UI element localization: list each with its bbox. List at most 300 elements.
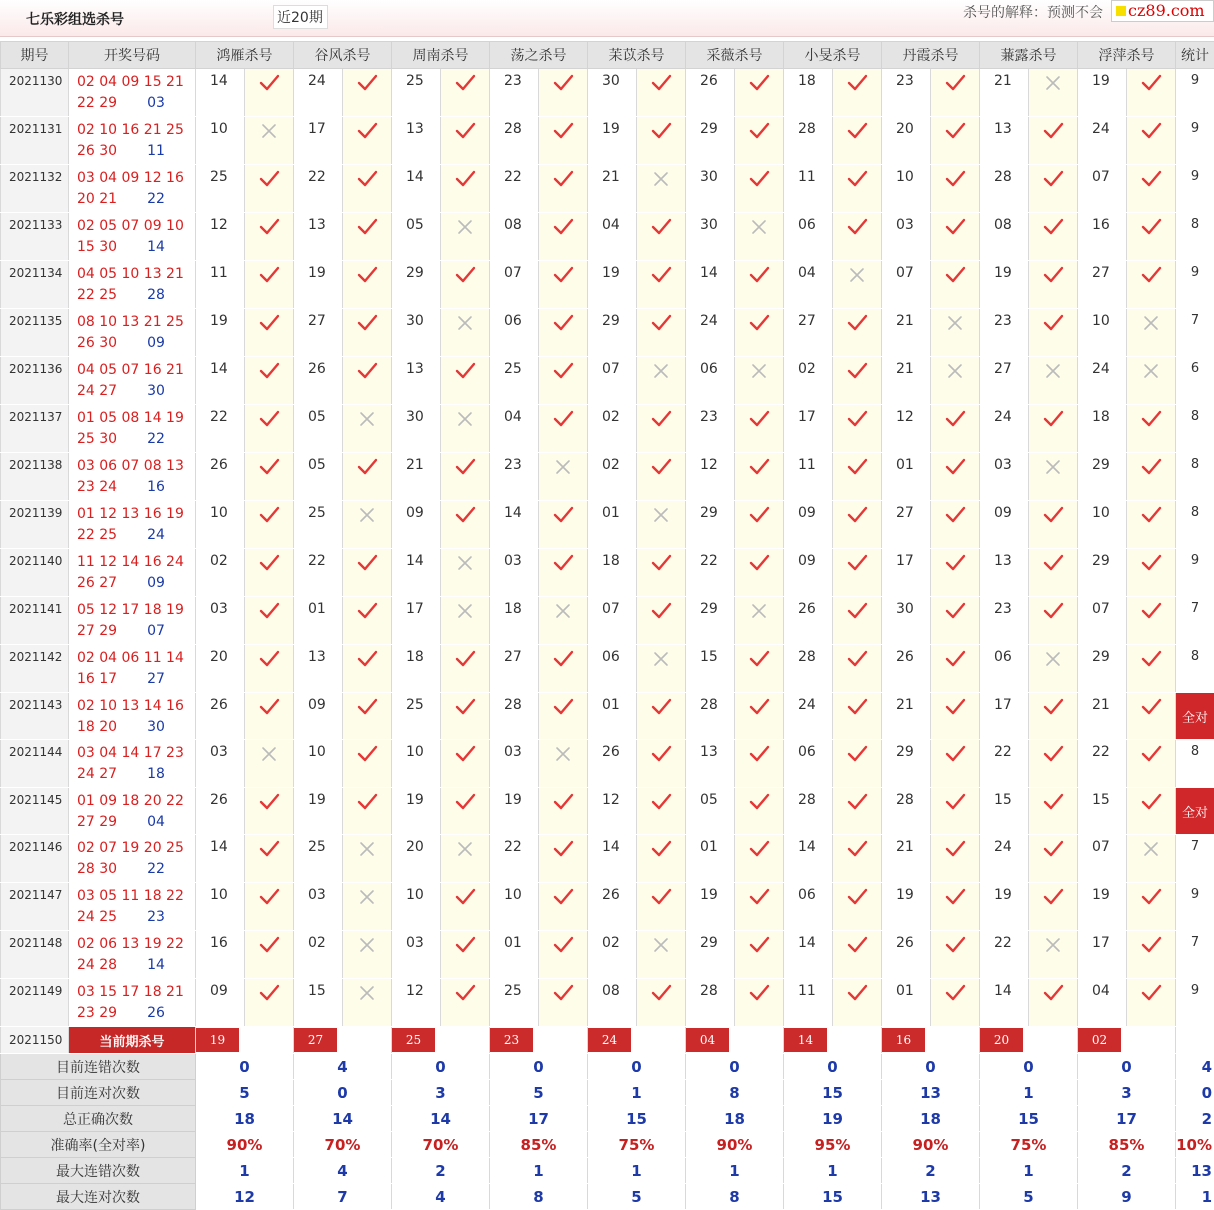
kill-number: 01 [882,453,931,501]
kill-number: 02 [294,931,343,979]
kill-number: 26 [686,69,735,117]
header-row [1,42,1214,69]
result-mark [637,788,686,835]
result-mark [833,213,882,261]
result-mark [343,405,392,453]
cross-icon [454,838,476,860]
result-mark [833,740,882,788]
stat-value: 1 [686,1158,784,1184]
count-cell: 7 [1176,931,1214,979]
special-number: 27 [147,669,165,690]
check-icon [944,216,966,238]
cross-icon [356,838,378,860]
stat-value: 5 [490,1080,588,1106]
check-icon [356,264,378,286]
kill-number: 21 [392,453,441,501]
result-mark [441,501,490,549]
count-cell: 9 [1176,69,1214,117]
check-icon [552,934,574,956]
kill-number: 22 [196,405,245,453]
cross-icon [650,934,672,956]
kill-number: 29 [588,309,637,357]
stat-value: 1 [980,1080,1078,1106]
kill-number: 13 [392,357,441,405]
kill-number: 28 [686,979,735,1027]
result-mark [931,883,980,931]
result-mark [931,213,980,261]
kill-number: 03 [294,883,343,931]
issue-cell: 2021131 [1,117,69,165]
draw-numbers [69,117,196,165]
check-icon [846,696,868,718]
current-kill-cell [882,1027,980,1054]
result-mark [343,931,392,979]
result-mark [735,69,784,117]
result-mark [637,501,686,549]
result-mark [245,835,294,883]
stat-value: 1 [588,1080,686,1106]
stat-value: 75% [980,1132,1078,1158]
result-mark [441,309,490,357]
result-mark [343,693,392,740]
special-number: 24 [147,525,165,546]
kill-number: 24 [294,69,343,117]
result-mark [441,357,490,405]
check-icon [454,72,476,94]
kill-number: 09 [784,549,833,597]
kill-number: 03 [490,549,539,597]
draw-line2: 26 30 [77,143,117,159]
result-mark [637,931,686,979]
kill-number: 21 [1078,693,1127,740]
issue-cell: 2021143 [1,693,69,740]
special-number: 18 [147,764,165,785]
kill-number: 30 [392,309,441,357]
kill-number: 30 [882,597,931,645]
kill-number: 02 [784,357,833,405]
current-kill-badge: 24 [588,1028,631,1052]
check-icon [552,168,574,190]
kill-number: 08 [980,213,1029,261]
result-mark [833,165,882,213]
stat-value: 0 [980,1054,1078,1080]
stat-value: 1 [588,1158,686,1184]
check-icon [650,743,672,765]
result-mark [245,788,294,835]
stat-value: 15 [784,1080,882,1106]
kill-number: 27 [784,309,833,357]
kill-number: 25 [196,165,245,213]
check-icon [846,791,868,813]
result-mark [1029,931,1078,979]
check-icon [944,648,966,670]
check-icon [356,791,378,813]
column-header: 周南杀号 [392,42,490,69]
cross-icon [1042,456,1064,478]
result-mark [637,117,686,165]
result-mark [441,883,490,931]
result-mark [539,979,588,1027]
stat-value: 17 [490,1106,588,1132]
kill-number: 29 [1078,549,1127,597]
kill-number: 27 [294,309,343,357]
result-mark [931,69,980,117]
result-mark [1127,165,1176,213]
kill-number: 15 [294,979,343,1027]
result-mark [343,979,392,1027]
result-mark [931,645,980,693]
result-mark [245,645,294,693]
result-mark [539,549,588,597]
check-icon [454,982,476,1004]
result-mark [1127,405,1176,453]
stat-label: 最大连对次数 [1,1184,196,1210]
result-mark [245,693,294,740]
check-icon [1140,934,1162,956]
draw-numbers [69,357,196,405]
check-icon [258,838,280,860]
check-icon [1140,216,1162,238]
result-mark [1029,597,1078,645]
kill-number: 29 [686,597,735,645]
result-mark [735,501,784,549]
issue-cell: 2021146 [1,835,69,883]
cross-icon [846,264,868,286]
kill-number: 29 [882,740,931,788]
kill-number: 28 [686,693,735,740]
kill-number: 12 [882,405,931,453]
result-mark [343,645,392,693]
check-icon [454,743,476,765]
check-icon [748,456,770,478]
check-icon [846,312,868,334]
check-icon [454,886,476,908]
result-mark [1127,693,1176,740]
kill-number: 28 [980,165,1029,213]
check-icon [650,552,672,574]
kill-number: 13 [980,549,1029,597]
result-mark [637,597,686,645]
draw-line1: 02 10 16 21 25 [77,122,184,138]
stat-value: 14 [294,1106,392,1132]
issue-cell: 2021148 [1,931,69,979]
result-mark [833,645,882,693]
kill-number: 01 [490,931,539,979]
result-mark [735,979,784,1027]
check-icon [748,696,770,718]
result-mark [735,788,784,835]
result-mark [343,357,392,405]
kill-number: 03 [980,453,1029,501]
draw-numbers [69,883,196,931]
stat-label: 准确率(全对率) [1,1132,196,1158]
check-icon [454,168,476,190]
stat-value: 0 [1078,1054,1176,1080]
kill-number: 22 [294,165,343,213]
kill-number: 29 [686,117,735,165]
draw-numbers [69,740,196,788]
draw-numbers [69,835,196,883]
check-icon [944,456,966,478]
special-number: 30 [147,381,165,402]
check-icon [356,312,378,334]
issue-cell: 2021142 [1,645,69,693]
kill-number: 05 [392,213,441,261]
result-mark [1029,645,1078,693]
result-mark [441,165,490,213]
check-icon [846,886,868,908]
stat-value: 0 [490,1054,588,1080]
table-row [1,69,1214,117]
kill-number: 06 [980,645,1029,693]
check-icon [552,72,574,94]
kill-number: 13 [294,213,343,261]
result-mark [441,597,490,645]
result-mark [735,835,784,883]
table-row [1,740,1214,788]
stat-value: 95% [784,1132,882,1158]
kill-number: 14 [784,931,833,979]
brand-logo[interactable] [1111,0,1214,22]
check-icon [944,408,966,430]
result-mark [1029,693,1078,740]
page-title: 七乐彩组选杀号 [26,9,124,29]
check-icon [944,791,966,813]
current-kill-cell [490,1027,588,1054]
period-select[interactable]: 近20期 [273,5,328,29]
check-icon [1042,120,1064,142]
result-mark [1127,69,1176,117]
result-mark [735,693,784,740]
check-icon [552,552,574,574]
check-icon [258,72,280,94]
check-icon [748,552,770,574]
check-icon [1140,504,1162,526]
draw-line2: 22 25 [77,527,117,543]
result-mark [735,405,784,453]
result-mark [1127,835,1176,883]
draw-line1: 02 04 09 15 21 [77,74,184,90]
kill-number: 25 [490,979,539,1027]
kill-number: 22 [490,165,539,213]
kill-number: 14 [686,261,735,309]
result-mark [1029,883,1078,931]
special-number: 16 [147,477,165,498]
check-icon [1140,552,1162,574]
kill-number: 07 [1078,597,1127,645]
current-label: 当前期杀号 [69,1027,196,1054]
table-row [1,979,1214,1027]
result-mark [1127,309,1176,357]
stat-value: 3 [1078,1080,1176,1106]
result-mark [735,453,784,501]
check-icon [748,743,770,765]
check-icon [846,216,868,238]
cross-icon [454,552,476,574]
kill-number: 18 [784,69,833,117]
count-cell: 7 [1176,597,1214,645]
check-icon [846,743,868,765]
stat-value: 0 [392,1054,490,1080]
check-icon [944,600,966,622]
count-cell: 8 [1176,213,1214,261]
check-icon [258,648,280,670]
check-icon [748,312,770,334]
kill-number: 10 [392,740,441,788]
check-icon [944,934,966,956]
column-header: 丹霞杀号 [882,42,980,69]
check-icon [552,216,574,238]
cross-icon [650,504,672,526]
check-icon [1042,552,1064,574]
result-mark [245,405,294,453]
result-mark [343,69,392,117]
kill-number: 10 [392,883,441,931]
cross-icon [1140,360,1162,382]
result-mark [931,117,980,165]
kill-number: 29 [1078,645,1127,693]
stat-value: 0 [882,1054,980,1080]
result-mark [1127,357,1176,405]
check-icon [650,456,672,478]
kill-number: 12 [392,979,441,1027]
result-mark [245,501,294,549]
kill-number: 26 [294,357,343,405]
result-mark [833,693,882,740]
kill-number: 28 [784,645,833,693]
column-header: 荡之杀号 [490,42,588,69]
cross-icon [748,360,770,382]
draw-numbers [69,453,196,501]
kill-number: 16 [1078,213,1127,261]
count-cell: 8 [1176,453,1214,501]
result-mark [343,117,392,165]
result-mark [539,405,588,453]
result-mark [245,357,294,405]
result-mark [1029,979,1078,1027]
stat-value: 1 [196,1158,294,1184]
kill-number: 10 [294,740,343,788]
kill-number: 28 [490,693,539,740]
check-icon [1042,408,1064,430]
result-mark [931,835,980,883]
special-number: 09 [147,573,165,594]
count-cell: 7 [1176,835,1214,883]
issue-cell: 2021138 [1,453,69,501]
column-header: 蒹露杀号 [980,42,1078,69]
stat-value: 8 [686,1080,784,1106]
kill-number: 22 [1078,740,1127,788]
kill-number: 30 [392,405,441,453]
cross-icon [650,168,672,190]
check-icon [846,838,868,860]
special-number: 07 [147,621,165,642]
result-mark [441,117,490,165]
draw-line1: 08 10 13 21 25 [77,314,184,330]
kill-number: 06 [588,645,637,693]
kill-number: 28 [784,788,833,835]
check-icon [552,648,574,670]
check-icon [1140,456,1162,478]
result-mark [441,549,490,597]
table-row [1,453,1214,501]
kill-number: 09 [294,693,343,740]
kill-number: 07 [1078,835,1127,883]
check-icon [944,504,966,526]
table-row [1,501,1214,549]
stat-label: 目前连对次数 [1,1080,196,1106]
stat-value: 9 [1078,1184,1176,1210]
check-icon [846,456,868,478]
draw-line2: 26 30 [77,335,117,351]
column-header: 鸿雁杀号 [196,42,294,69]
check-icon [1042,216,1064,238]
result-mark [637,213,686,261]
draw-line2: 25 30 [77,431,117,447]
check-icon [748,504,770,526]
draw-line1: 02 04 06 11 14 [77,650,184,666]
kill-number: 24 [686,309,735,357]
result-mark [245,117,294,165]
draw-line1: 03 04 09 12 16 [77,170,184,186]
result-mark [539,117,588,165]
kill-number: 07 [1078,165,1127,213]
table-row [1,357,1214,405]
check-icon [454,120,476,142]
stat-value: 18 [196,1106,294,1132]
check-icon [1140,72,1162,94]
kill-number: 28 [490,117,539,165]
check-icon [650,838,672,860]
stat-value: 0 [588,1054,686,1080]
kill-number: 23 [980,309,1029,357]
stat-value: 2 [1078,1158,1176,1184]
check-icon [258,360,280,382]
kill-number: 12 [196,213,245,261]
check-icon [258,408,280,430]
draw-numbers [69,69,196,117]
result-mark [1029,261,1078,309]
draw-line1: 03 05 11 18 22 [77,888,184,904]
cross-icon [454,408,476,430]
check-icon [1140,982,1162,1004]
draw-line2: 20 21 [77,191,117,207]
count-cell: 9 [1176,549,1214,597]
check-icon [748,264,770,286]
kill-number: 01 [686,835,735,883]
kill-number: 19 [294,261,343,309]
result-mark [441,693,490,740]
result-mark [931,597,980,645]
cross-icon [552,743,574,765]
draw-line2: 24 28 [77,957,117,973]
check-icon [356,216,378,238]
stat-value: 2 [392,1158,490,1184]
stat-row [1,1054,1214,1080]
result-mark [343,883,392,931]
kill-number: 19 [980,261,1029,309]
cross-icon [1042,648,1064,670]
kill-number: 19 [588,117,637,165]
check-icon [944,838,966,860]
kill-number: 21 [882,693,931,740]
kill-number: 19 [1078,883,1127,931]
check-icon [846,648,868,670]
current-kill-cell [196,1027,294,1054]
kill-number: 14 [784,835,833,883]
kill-number: 19 [588,261,637,309]
result-mark [637,693,686,740]
